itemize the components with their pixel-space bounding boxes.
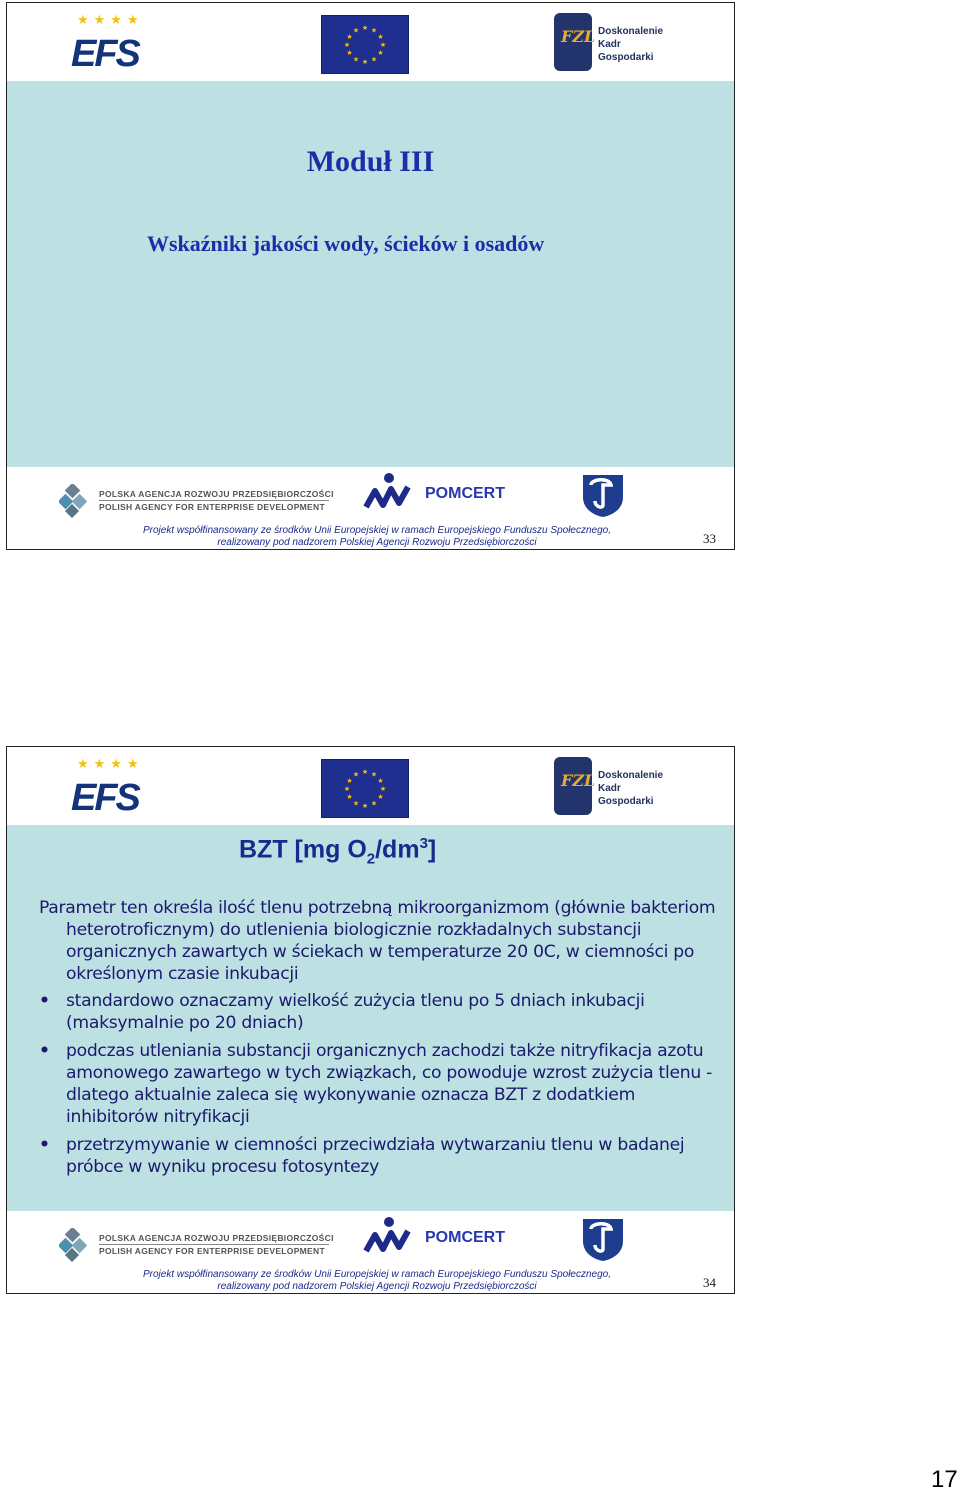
slide-34 [6,746,735,1294]
bullet-dot-icon: • [39,991,50,1011]
efs-logo [69,13,165,73]
dkg-logo [554,757,704,819]
dkg-line-1: Doskonalenie [598,770,664,781]
title-unit: /dm [375,835,420,864]
dkg-mark: FZL [561,27,596,46]
title-end: ] [427,835,437,864]
pomcert-logo-text: POMCERT [425,1229,505,1246]
project-notice-line-1: Projekt współfinansowany ze środków Unii Europejskiej w ramach Europejskiego Funduszu Społecznego, [142,1269,612,1280]
efs-stars-icon: ★★★★ [77,13,144,28]
bullet-dot-icon: • [39,1041,50,1061]
svg-text:★: ★ [370,55,378,64]
city-crest-icon [579,1215,627,1263]
slide-title: Moduł III [306,145,435,178]
svg-text:★: ★ [352,55,360,64]
slide-footer [7,467,734,549]
bullet-item [39,990,719,1034]
pomcert-logo-text: POMCERT [425,485,505,502]
parp-diamond-icon [59,1228,93,1262]
parp-name-en: POLISH AGENCY FOR ENTERPRISE DEVELOPMENT [99,1246,325,1256]
project-notice-line-2: realizowany pod nadzorem Polskiej Agencji Rozwoju Przedsiębiorczości [217,1281,537,1292]
page-number: 17 [931,1466,958,1493]
dkg-emblem-icon [554,13,596,71]
project-notice [107,525,647,549]
parp-name-en: POLISH AGENCY FOR ENTERPRISE DEVELOPMENT [99,502,325,512]
svg-text:★: ★ [379,785,387,793]
svg-text:★: ★ [343,41,351,49]
bullet-text: podczas utleniania substancji organicznych zachodzi także nitryfikacja azotu amonowego zawartego w tych związkach, co powoduje wzrost zużycia tlenu - dlatego aktualnie zaleca się wykonywanie oznacza BZT z dodatkiem inhibitorów nitryfikacji [66,1041,712,1127]
project-notice-line-1: Projekt współfinansowany ze środków Unii Europejskiej w ramach Europejskiego Funduszu Społecznego, [142,525,612,536]
pomcert-mark-icon [363,1215,413,1261]
efs-stars-icon: ★★★★ [77,757,144,772]
slide-number: 33 [703,531,716,546]
svg-text:★: ★ [352,770,360,779]
slide-number: 34 [703,1275,716,1290]
bullet-text: standardowo oznaczamy wielkość zużycia tlenu po 5 dniach inkubacji (maksymalnie po 20 dniach) [66,991,645,1033]
slide-footer [7,1211,734,1293]
parp-divider [99,500,329,501]
bullet-dot-icon: • [39,1135,50,1155]
dkg-line-3: Gospodarki [598,796,654,807]
svg-text:★: ★ [377,777,384,785]
svg-text:★: ★ [379,41,387,49]
parp-name-pl: POLSKA AGENCJA ROZWOJU PRZEDSIĘBIORCZOŚCI [99,489,334,499]
svg-text:★: ★ [377,49,384,57]
dkg-logo-text [598,769,663,808]
svg-text:★: ★ [352,799,360,808]
title-subscript: 2 [366,850,376,868]
svg-text:★: ★ [370,770,378,779]
svg-text:★: ★ [346,777,353,785]
svg-text:★: ★ [361,802,369,810]
intro-paragraph: Parametr ten określa ilość tlenu potrzebną mikroorganizmom (głównie bakteriom heterotroficznym) do utlenienia biologicznie rozkładalnych substancji organicznych zawartych w ściekach w temperaturze 20 0C, w ciemności po określonym czasie inkubacji [39,898,716,984]
slide-body [39,897,719,1184]
slide-subtitle: Wskaźniki jakości wody, ścieków i osadów [147,231,545,256]
dkg-logo [554,13,704,75]
svg-text:★: ★ [343,785,351,793]
slide-title [239,835,436,867]
bullet-item [39,1040,719,1128]
slide-content [7,825,734,1211]
svg-text:★: ★ [361,768,369,776]
title-main: BZT [mg O [239,835,367,864]
parp-divider [99,1244,329,1245]
dkg-line-2: Kadr [598,783,621,794]
bullet-text: przetrzymywanie w ciemności przeciwdziała wytwarzaniu tlenu w badanej próbce w wyniku procesu fotosyntezy [66,1135,685,1177]
svg-text:★: ★ [370,799,378,808]
dkg-mark: FZL [561,771,596,790]
logo-bar [7,747,734,825]
efs-logo-text: EFS [71,777,139,819]
dkg-line-1: Doskonalenie [598,26,664,37]
svg-text:★: ★ [370,26,378,35]
svg-text:★: ★ [352,26,360,35]
parp-name-pl: POLSKA AGENCJA ROZWOJU PRZEDSIĘBIORCZOŚCI [99,1233,334,1243]
eu-flag-icon [321,15,409,74]
city-crest-icon [579,471,627,519]
slide-content [7,81,734,467]
efs-logo [69,757,165,817]
parp-logo [59,481,334,521]
dkg-emblem-icon [554,757,596,815]
logo-bar [7,3,734,81]
parp-diamond-icon [59,484,93,518]
svg-text:★: ★ [377,33,384,41]
svg-text:★: ★ [346,33,353,41]
slide-33 [6,2,735,550]
project-notice [107,1269,647,1293]
pomcert-mark-icon [363,471,413,517]
svg-text:★: ★ [346,793,353,801]
bullet-item [39,1134,719,1178]
svg-text:★: ★ [346,49,353,57]
efs-logo-text: EFS [71,33,139,75]
dkg-line-2: Kadr [598,39,621,50]
dkg-logo-text [598,25,663,64]
project-notice-line-2: realizowany pod nadzorem Polskiej Agencji Rozwoju Przedsiębiorczości [217,537,537,548]
title-superscript: 3 [419,835,428,852]
parp-logo [59,1225,334,1265]
svg-text:★: ★ [361,24,369,32]
eu-flag-icon [321,759,409,818]
svg-text:★: ★ [377,793,384,801]
svg-text:★: ★ [361,58,369,66]
dkg-line-3: Gospodarki [598,52,654,63]
